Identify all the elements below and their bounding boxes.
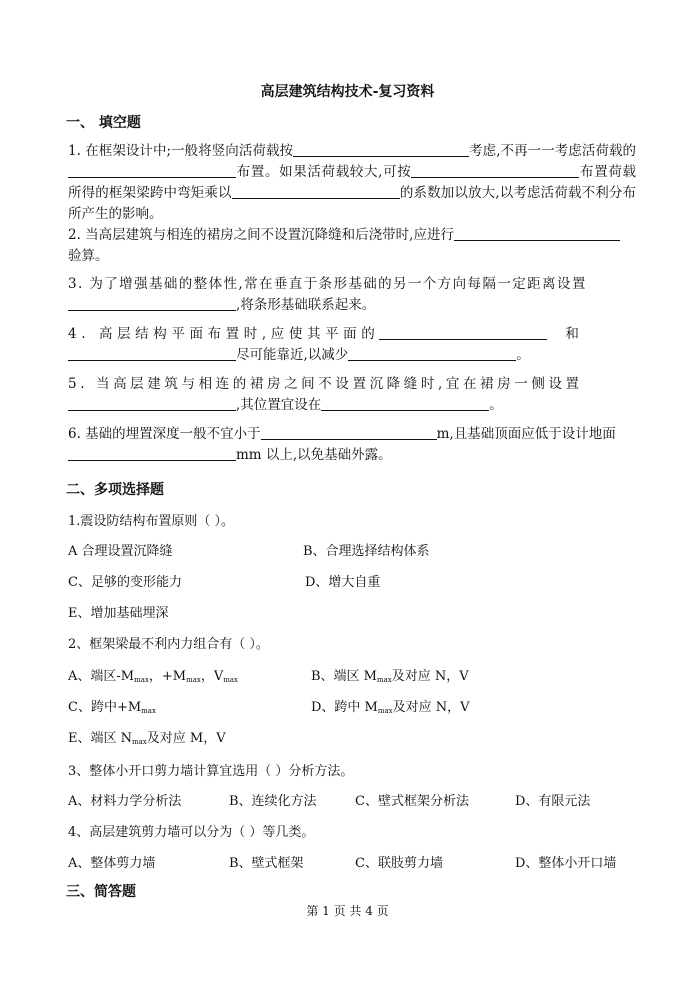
mc-question-2: 2、框架梁最不利内力组合有（ ）。 — [68, 637, 269, 652]
answer-blank — [68, 346, 236, 361]
mc4-option-d: D、整体小开口墙 — [515, 856, 617, 871]
mc3-option-c: C、壁式框架分析法 — [355, 794, 469, 809]
mc3-option-d: D、有限元法 — [515, 794, 591, 809]
mc-question-4: 4、高层建筑剪力墙可以分为（ ）等几类。 — [68, 825, 315, 840]
question-5: 5. 当高层建筑与相连的裙房之间不设置沉降缝时,宜在裙房一侧设置 ,其位置宜设在 。 — [68, 376, 583, 413]
answer-blank — [68, 296, 236, 311]
mc2-option-e: E、端区 $N_{max}$及对应 M，V — [68, 731, 226, 746]
question-2: 2. 当高层建筑与相连的裙房之间不设置沉降缝和后浇带时,应进行 验算。 — [68, 225, 636, 267]
mc1-option-a: A 合理设置沉降缝 — [68, 544, 173, 559]
mc3-option-b: B、连续化方法 — [229, 794, 317, 809]
mc2-option-d: D、跨中 $M_{max}$及对应 N，V — [311, 700, 470, 715]
mc4-option-a: A、整体剪力墙 — [68, 856, 156, 871]
mc4-option-c: C、联肢剪力墙 — [355, 856, 443, 871]
question-3: 3. 为了增强基础的整体性,常在垂直于条形基础的另一个方向每隔一定距离设置 ,将条形基础联系起来。 — [68, 276, 587, 313]
answer-blank — [261, 425, 437, 440]
mc-question-3: 3、整体小开口剪力墙计算宜选用（ ）分析方法。 — [68, 764, 354, 779]
answer-blank — [232, 184, 400, 199]
question-6: 6. 基础的埋置深度一般不宜小于 m,且基础顶面应低于设计地面 mm 以上,以免基础外露。 — [68, 426, 616, 463]
page-title: 高层建筑结构技术-复习资料 — [260, 84, 435, 100]
mc4-option-b: B、壁式框架 — [229, 856, 304, 871]
mc1-option-b: B、合理选择结构体系 — [303, 544, 430, 559]
mc1-option-d: D、增大自重 — [305, 575, 381, 590]
answer-blank — [293, 142, 469, 157]
answer-blank — [411, 163, 579, 178]
section-heading-multiple-choice: 二、多项选择题 — [66, 482, 164, 498]
answer-blank — [68, 163, 236, 178]
question-1: 1. 在框架设计中;一般将竖向活荷载按 考虑,不再一一考虑活荷载的布置。如果活荷载较大,可按 布置荷载所得的框架梁跨中弯矩乘以 的系数加以放大,以考虑活荷载不利分布所产生的影响。 — [68, 143, 637, 222]
mc-question-1: 1.震设防结构布置原则（ ）。 — [68, 514, 235, 529]
section-heading-fill-blank: 一、 填空题 — [66, 115, 141, 131]
page-footer: 第 1 页 共 4 页 — [306, 904, 389, 918]
mc2-option-c: C、跨中$+M_{max}$ — [68, 700, 156, 715]
answer-blank — [454, 226, 620, 241]
mc3-option-a: A、材料力学分析法 — [68, 794, 182, 809]
question-4: 4. 高层结构平面布置时,应使其平面的 和 尽可能靠近,以减少 。 — [68, 326, 579, 363]
mc2-option-b: B、端区 $M_{max}$及对应 N，V — [311, 669, 469, 684]
answer-blank — [348, 346, 516, 361]
section-heading-short-answer: 三、简答题 — [66, 884, 136, 900]
answer-blank — [321, 396, 489, 411]
answer-blank — [68, 396, 236, 411]
answer-blank — [379, 325, 547, 340]
mc1-option-c: C、足够的变形能力 — [68, 575, 182, 590]
answer-blank — [68, 446, 236, 461]
mc1-option-e: E、增加基础埋深 — [68, 606, 169, 621]
mc2-option-a: A、端区$-M_{max}$，$+M_{max}$，$V_{max}$ — [68, 669, 238, 684]
